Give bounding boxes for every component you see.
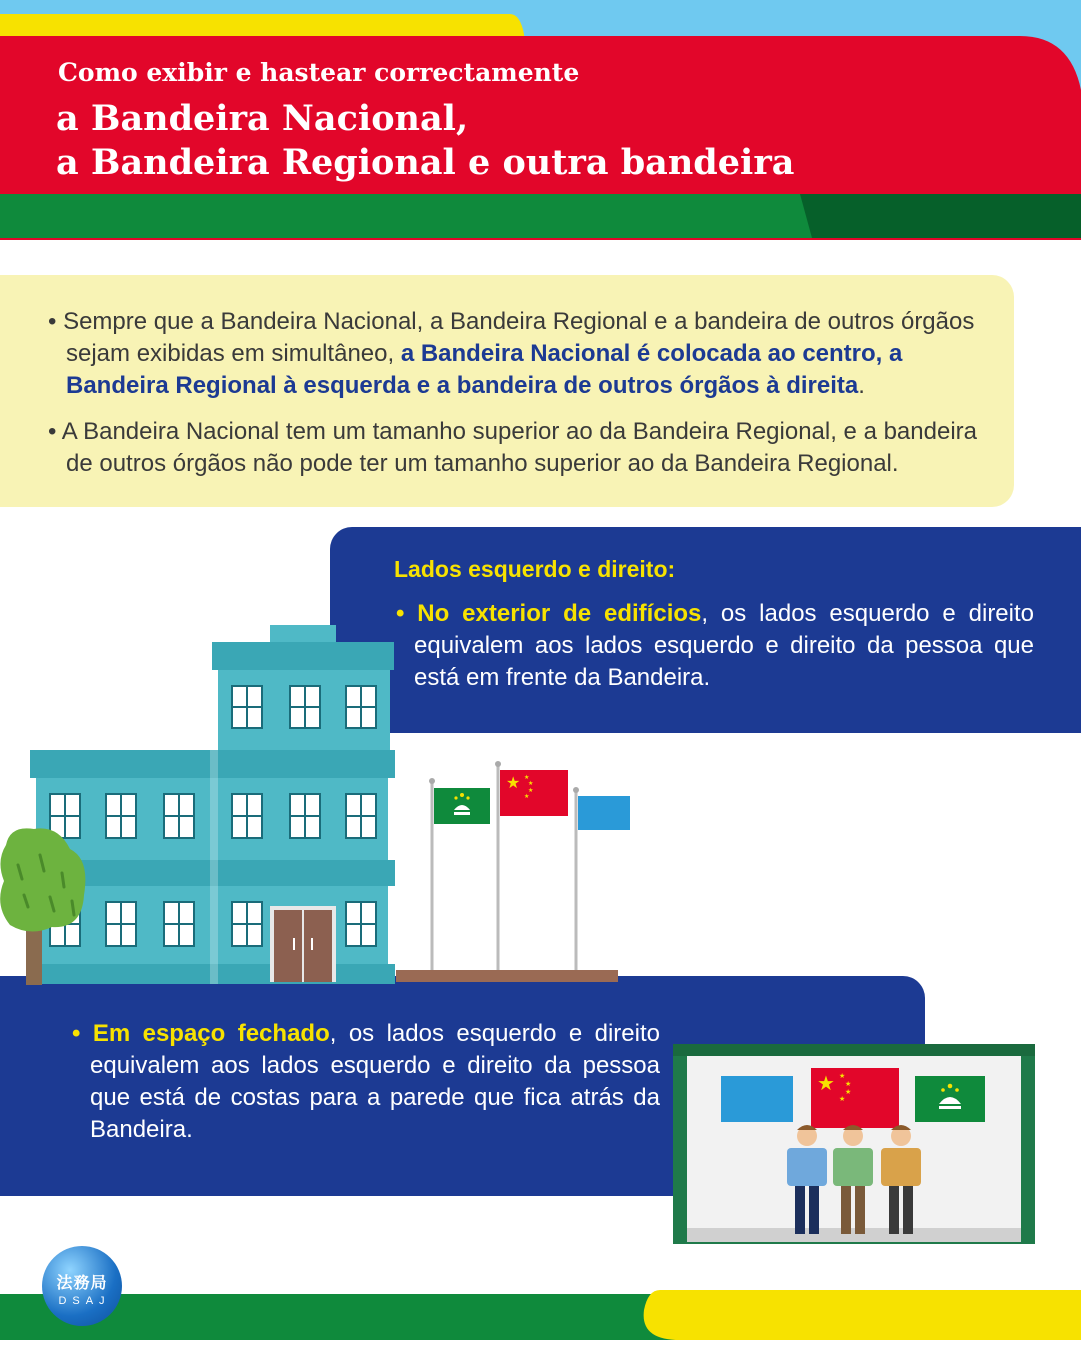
exterior-text: , os lados esquerdo e direito equivalem aos lados esquerdo e direito da pessoa que está em frente da Bandeira. [414, 600, 1035, 691]
svg-text:★: ★ [845, 1088, 852, 1096]
svg-text:★: ★ [506, 773, 521, 792]
bullet-dot: • [48, 418, 62, 445]
header-title-line1: a Bandeira Nacional, [56, 98, 469, 139]
svg-text:★: ★ [524, 774, 530, 781]
svg-text:★: ★ [528, 780, 534, 787]
bullet-dot: • [396, 600, 418, 627]
header-subtitle: Como exibir e hastear correctamente [58, 58, 580, 87]
interior-bold: Em espaço fechado [92, 1020, 330, 1047]
bullet-dot: • [72, 1020, 93, 1047]
other-flag-icon [578, 796, 630, 830]
header-title-line2: a Bandeira Regional e outra bandeira [56, 142, 795, 183]
interior-bullet [72, 1018, 660, 1146]
intro-bullet-2-text: A Bandeira Nacional tem um tamanho superior ao da Bandeira Regional, e a bandeira de outros órgãos não pode ter um tamanho superior ao da Bandeira Regional. [61, 418, 977, 477]
outdoor-flags [396, 760, 636, 985]
exterior-heading: Lados esquerdo e direito: [394, 556, 676, 582]
footer-background [0, 1290, 1081, 1351]
macau-flag-icon [915, 1076, 985, 1122]
macau-flag-icon [434, 788, 490, 824]
svg-text:★: ★ [839, 1095, 846, 1103]
dsaj-logo [42, 1246, 122, 1326]
svg-text:★: ★ [528, 787, 534, 794]
header-title [56, 97, 794, 185]
exterior-bold: No exterior de edifícios [417, 600, 702, 627]
china-flag-icon [811, 1068, 899, 1128]
svg-text:★: ★ [524, 793, 530, 800]
svg-text:★: ★ [817, 1071, 835, 1095]
dsaj-logo-latin: DSAJ [58, 1295, 111, 1307]
intro-bullet-1-text: Sempre que a Bandeira Nacional, a Bandeira Regional e a bandeira de outros órgãos sejam exibidas em simultâneo, [63, 308, 975, 367]
svg-text:★: ★ [845, 1080, 852, 1088]
svg-text:★: ★ [839, 1072, 846, 1080]
intro-bullet-2 [48, 416, 1006, 480]
tree-illustration [0, 825, 90, 985]
dsaj-logo-chinese: 法務局 [56, 1273, 108, 1292]
intro-bullet-1-end: . [858, 372, 865, 399]
interior-text: , os lados esquerdo e direito equivalem aos lados esquerdo e direito da pessoa que está de costas para a parede que fica atrás da Bandeira. [90, 1020, 660, 1143]
exterior-bullet [396, 598, 1034, 694]
indoor-room-illustration [673, 1044, 1035, 1244]
bullet-dot: • [48, 308, 64, 335]
china-flag-icon [500, 770, 568, 816]
intro-bullet-1-highlight: a Bandeira Nacional é colocada ao centro, a Bandeira Regional à esquerda e a bandeira de outros órgãos à direita [66, 340, 903, 399]
other-flag-icon [721, 1076, 793, 1122]
intro-bullet-1 [48, 306, 1006, 402]
